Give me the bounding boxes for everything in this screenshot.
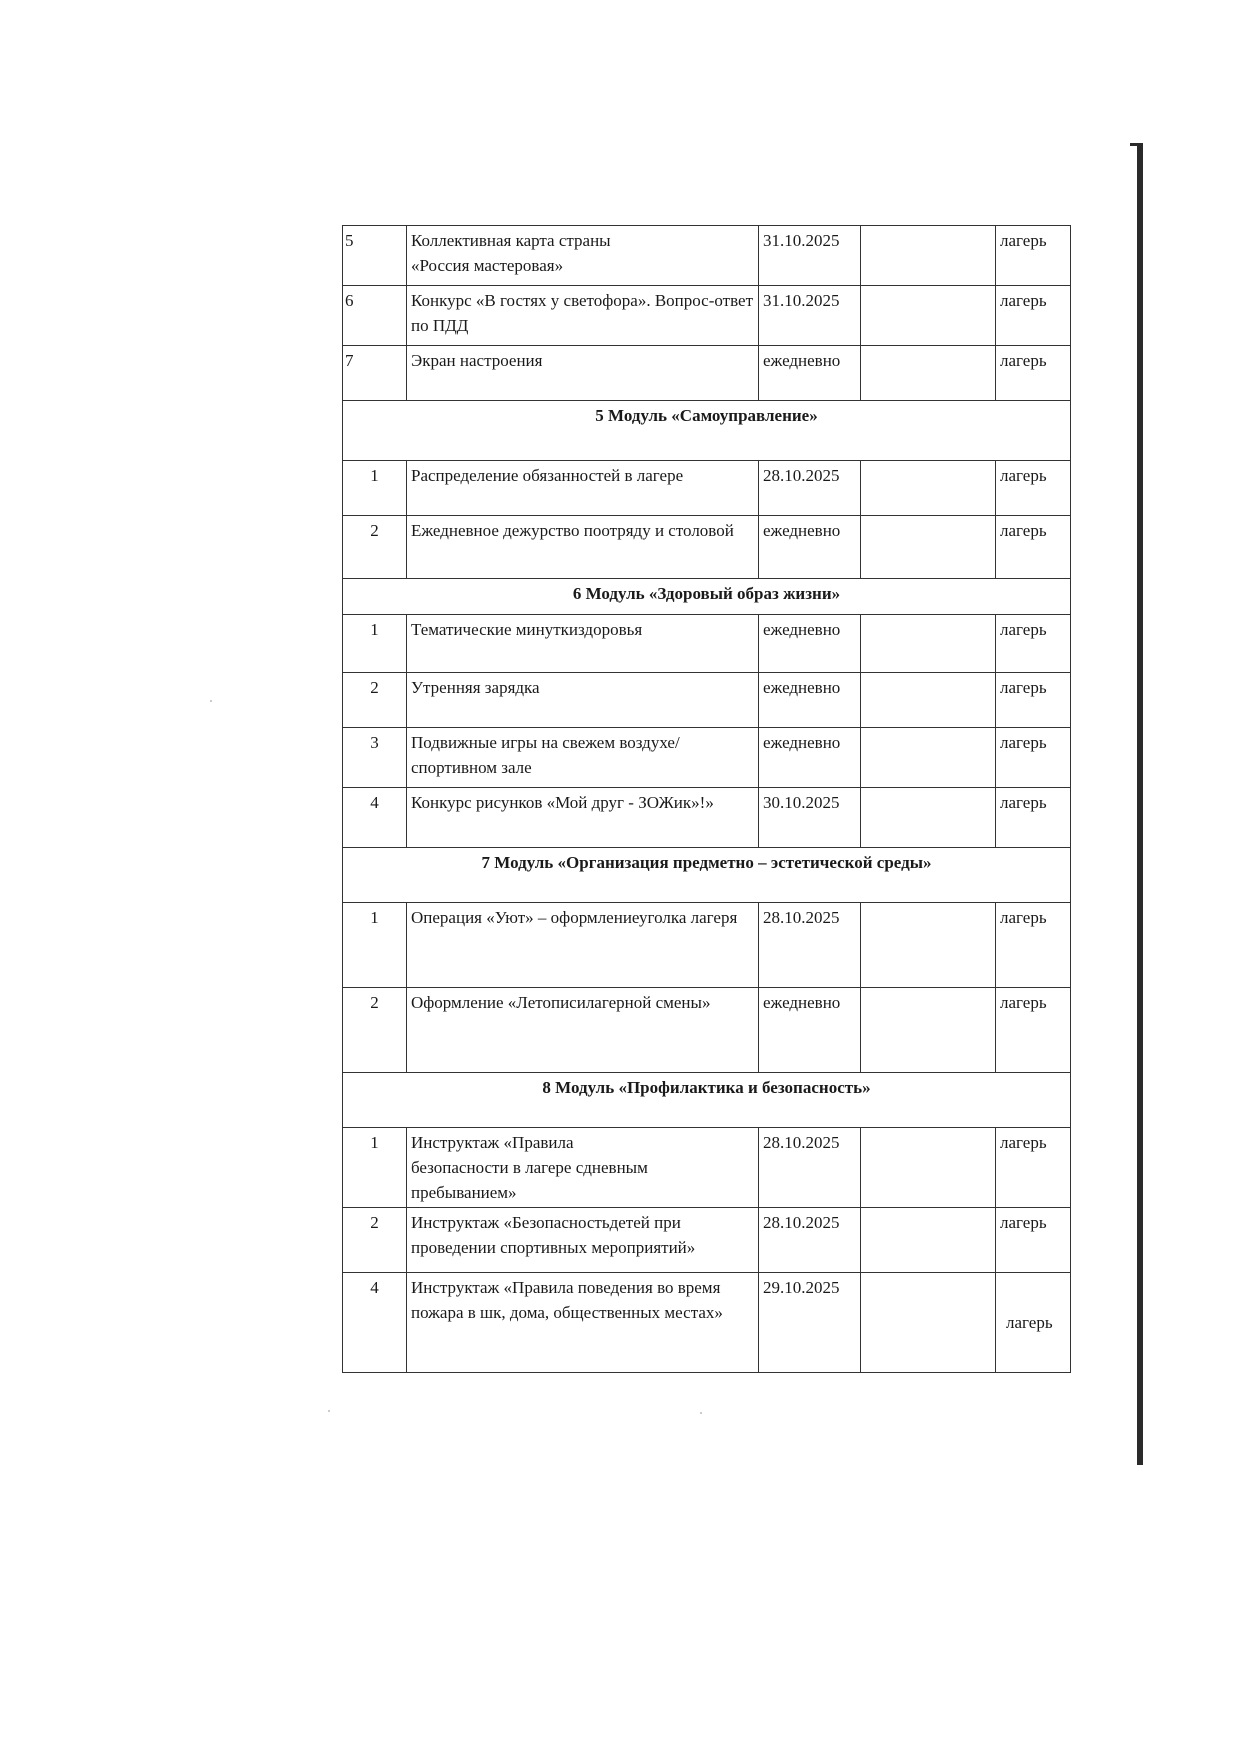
event-place: лагерь <box>996 673 1071 728</box>
event-place: лагерь <box>996 1128 1071 1208</box>
scan-speck <box>328 1410 330 1412</box>
event-date: ежедневно <box>759 728 861 788</box>
event-place: лагерь <box>996 1273 1071 1373</box>
event-date: 28.10.2025 <box>759 461 861 516</box>
event-place: лагерь <box>996 516 1071 579</box>
event-title: Инструктаж «Правила безопасности в лагере сдневным пребыванием» <box>407 1128 759 1208</box>
event-place: лагерь <box>996 615 1071 673</box>
event-title: Ежедневное дежурство поотряду и столовой <box>407 516 759 579</box>
scan-speck <box>210 700 212 702</box>
table-row <box>343 728 1071 788</box>
event-place: лагерь <box>996 728 1071 788</box>
event-place: лагерь <box>996 461 1071 516</box>
responsible-cell <box>861 988 996 1073</box>
table-row <box>343 226 1071 286</box>
row-number: 6 <box>343 286 407 346</box>
event-title: Утренняя зарядка <box>407 673 759 728</box>
table-row <box>343 615 1071 673</box>
responsible-cell <box>861 346 996 401</box>
row-number: 1 <box>343 1128 407 1208</box>
table-row <box>343 903 1071 988</box>
event-date: 28.10.2025 <box>759 1128 861 1208</box>
event-place: лагерь <box>996 346 1071 401</box>
event-place: лагерь <box>996 286 1071 346</box>
event-place: лагерь <box>996 903 1071 988</box>
responsible-cell <box>861 1208 996 1273</box>
row-number: 2 <box>343 1208 407 1273</box>
row-number: 4 <box>343 1273 407 1373</box>
event-place: лагерь <box>996 988 1071 1073</box>
event-date: 30.10.2025 <box>759 788 861 848</box>
event-date: ежедневно <box>759 615 861 673</box>
responsible-cell <box>861 728 996 788</box>
row-number: 3 <box>343 728 407 788</box>
event-date: 28.10.2025 <box>759 1208 861 1273</box>
table-row <box>343 1208 1071 1273</box>
event-title: Инструктаж «Безопасностьдетей при проведении спортивных мероприятий» <box>407 1208 759 1273</box>
event-date: 31.10.2025 <box>759 286 861 346</box>
section-header-row <box>343 579 1071 615</box>
event-date: ежедневно <box>759 988 861 1073</box>
table-row <box>343 461 1071 516</box>
row-number: 1 <box>343 615 407 673</box>
responsible-cell <box>861 788 996 848</box>
event-place: лагерь <box>996 226 1071 286</box>
responsible-cell <box>861 286 996 346</box>
event-title: Тематические минуткиздоровья <box>407 615 759 673</box>
table-row <box>343 1128 1071 1208</box>
event-title: Операция «Уют» – оформлениеуголка лагеря <box>407 903 759 988</box>
row-number: 2 <box>343 516 407 579</box>
responsible-cell <box>861 1273 996 1373</box>
scan-edge-bar <box>1137 143 1143 1465</box>
row-number: 2 <box>343 673 407 728</box>
event-place: лагерь <box>996 1208 1071 1273</box>
responsible-cell <box>861 673 996 728</box>
row-number: 2 <box>343 988 407 1073</box>
row-number: 5 <box>343 226 407 286</box>
responsible-cell <box>861 516 996 579</box>
table-row <box>343 516 1071 579</box>
schedule-table <box>342 225 1071 1373</box>
event-date: 29.10.2025 <box>759 1273 861 1373</box>
responsible-cell <box>861 903 996 988</box>
section-title: 8 Модуль «Профилактика и безопасность» <box>343 1073 1071 1128</box>
event-place: лагерь <box>996 788 1071 848</box>
event-title: Конкурс «В гостях у светофора». Вопрос-ответ по ПДД <box>407 286 759 346</box>
table-row <box>343 286 1071 346</box>
section-title: 5 Модуль «Самоуправление» <box>343 401 1071 461</box>
event-date: 28.10.2025 <box>759 903 861 988</box>
responsible-cell <box>861 1128 996 1208</box>
row-number: 1 <box>343 903 407 988</box>
event-title: Распределение обязанностей в лагере <box>407 461 759 516</box>
row-number: 7 <box>343 346 407 401</box>
event-title: Экран настроения <box>407 346 759 401</box>
event-title: Инструктаж «Правила поведения во время пожара в шк, дома, общественных местах» <box>407 1273 759 1373</box>
scan-speck <box>700 1412 702 1414</box>
responsible-cell <box>861 461 996 516</box>
scan-edge-tick <box>1130 143 1143 146</box>
row-number: 4 <box>343 788 407 848</box>
event-title: Подвижные игры на свежем воздухе/спортивном зале <box>407 728 759 788</box>
section-title: 6 Модуль «Здоровый образ жизни» <box>343 579 1071 615</box>
responsible-cell <box>861 615 996 673</box>
event-title: Коллективная карта страны «Россия мастеровая» <box>407 226 759 286</box>
table-row <box>343 988 1071 1073</box>
event-date: 31.10.2025 <box>759 226 861 286</box>
row-number: 1 <box>343 461 407 516</box>
table-row <box>343 673 1071 728</box>
table-row <box>343 346 1071 401</box>
event-title: Конкурс рисунков «Мой друг - ЗОЖик»!» <box>407 788 759 848</box>
responsible-cell <box>861 226 996 286</box>
section-header-row <box>343 1073 1071 1128</box>
section-header-row <box>343 401 1071 461</box>
section-title: 7 Модуль «Организация предметно – эстетической среды» <box>343 848 1071 903</box>
event-date: ежедневно <box>759 516 861 579</box>
event-date: ежедневно <box>759 673 861 728</box>
table-row <box>343 1273 1071 1373</box>
section-header-row <box>343 848 1071 903</box>
event-title: Оформление «Летописилагерной смены» <box>407 988 759 1073</box>
table-row <box>343 788 1071 848</box>
event-date: ежедневно <box>759 346 861 401</box>
